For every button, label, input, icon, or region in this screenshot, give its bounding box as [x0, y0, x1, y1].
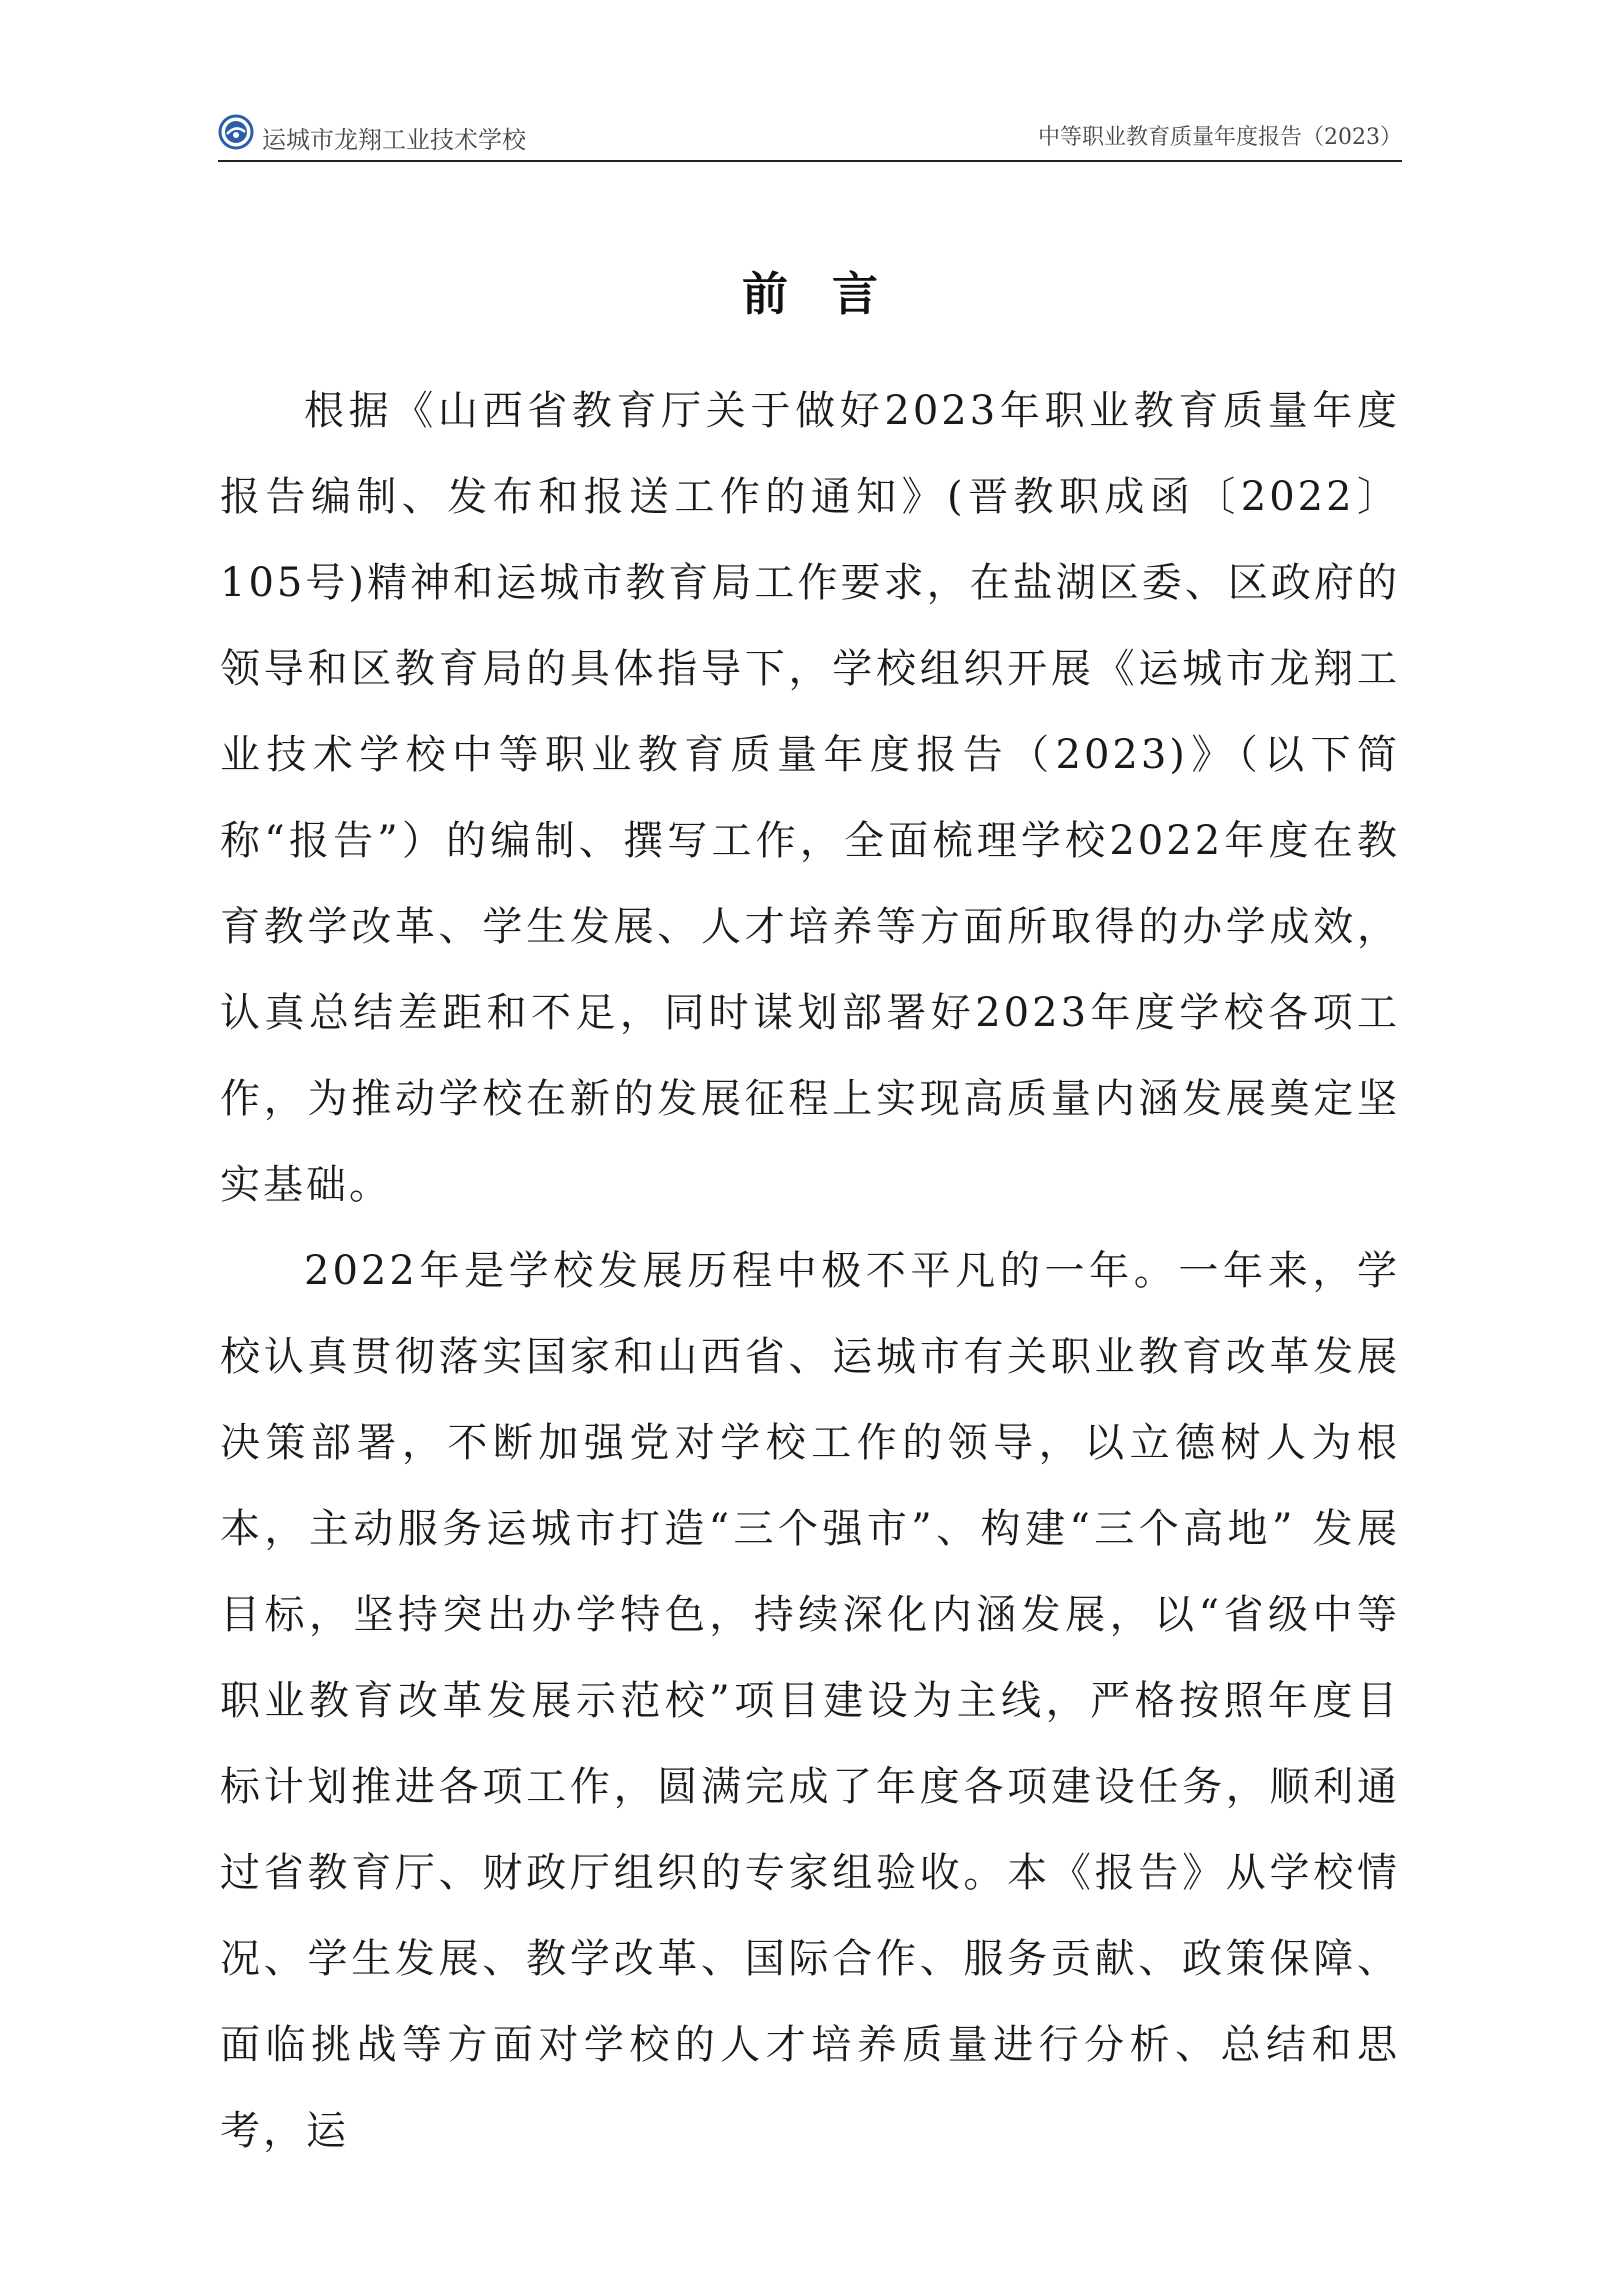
page-header: [218, 112, 1402, 162]
page-title: 前言: [742, 267, 922, 321]
paragraph: 2022年是学校发展历程中极不平凡的一年。一年来，学校认真贯彻落实国家和山西省、运城市有关职业教育改革发展决策部署，不断加强党对学校工作的领导，以立德树人为根本，主动服务运城市打造“三个强市”、构建“三个高地” 发展目标，坚持突出办学特色，持续深化内涵发展，以“省级中等职业教育改革发展示范校”项目建设为主线，严格按照年度目标计划推进各项工作，圆满完成了年度各项建设任务，顺利通过省教育厅、财政厅组织的专家组验收。本《报告》从学校情况、学生发展、教学改革、国际合作、服务贡献、政策保障、面临挑战等方面对学校的人才培养质量进行分析、总结和思考，运: [220, 1248, 1400, 2154]
paragraph: 根据《山西省教育厅关于做好2023年职业教育质量年度报告编制、发布和报送工作的通知》(晋教职成函〔2022〕105号)精神和运城市教育局工作要求，在盐湖区委、区政府的领导和区教育局的具体指导下，学校组织开展《运城市龙翔工业技术学校中等职业教育质量年度报告（2023)》（以下简称“报告”）的编制、撰写工作，全面梳理学校2022年度在教育教学改革、学生发展、人才培养等方面所取得的办学成效，认真总结差距和不足，同时谋划部署好2023年度学校各项工作，为推动学校在新的发展征程上实现高质量内涵发展奠定坚实基础。: [220, 388, 1400, 1208]
report-name: 中等职业教育质量年度报告（2023）: [1038, 125, 1402, 150]
school-name: 运城市龙翔工业技术学校: [262, 126, 526, 154]
document-body: [220, 368, 1400, 2174]
school-emblem-icon: [218, 114, 254, 150]
